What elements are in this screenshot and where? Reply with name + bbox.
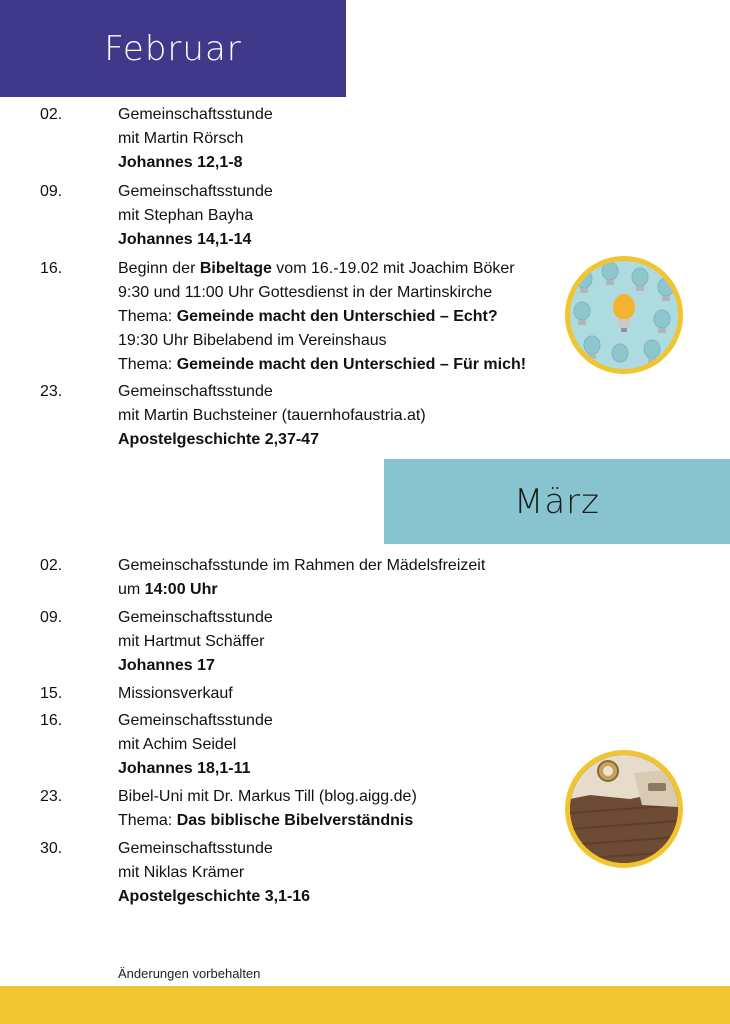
entry-date: 02.: [40, 557, 63, 574]
bible-reference: Johannes 14,1-14: [118, 231, 252, 248]
entry-line: mit Martin Rörsch: [118, 130, 244, 147]
lightbulbs-image: [570, 261, 678, 369]
entry-line: Gemeinschaftsstunde: [118, 383, 273, 400]
entry-line: mit Stephan Bayha: [118, 207, 254, 224]
bibeltage-highlight: Bibeltage: [199, 260, 272, 277]
bible-reference: Johannes 17: [118, 657, 215, 674]
entry-date: 02.: [40, 106, 63, 123]
entry-mar-02: [0, 552, 730, 604]
table-map-photo: [565, 750, 683, 868]
entry-date: 30.: [40, 840, 63, 857]
entry-date: 16.: [40, 260, 63, 277]
lightbulbs-photo: [565, 256, 683, 374]
bible-reference: Johannes 12,1-8: [118, 154, 243, 171]
entry-line: Missionsverkauf: [118, 685, 233, 702]
entry-line: 9:30 und 11:00 Uhr Gottesdienst in der Martinskirche: [118, 284, 493, 301]
entry-line: Bibel-Uni mit Dr. Markus Till (blog.aigg.de): [118, 788, 417, 805]
entry-line: Beginn der Bibeltage vom 16.-19.02 mit Joachim Böker: [118, 260, 515, 277]
entry-theme: Thema: Das biblische Bibelverständnis: [118, 812, 414, 829]
entry-mar-09: [0, 604, 730, 680]
entry-date: 09.: [40, 609, 63, 626]
footer-bar: [0, 986, 730, 1024]
march-title: März: [514, 481, 600, 522]
entry-feb-02: [0, 101, 730, 178]
entry-line: 19:30 Uhr Bibelabend im Vereinshaus: [118, 332, 387, 349]
entry-mar-15: [0, 680, 730, 707]
entry-date: 09.: [40, 183, 63, 200]
bible-reference: Apostelgeschichte 2,37-47: [118, 431, 319, 448]
entry-theme: Thema: Gemeinde macht den Unterschied – Für mich!: [118, 356, 527, 373]
entry-theme: Thema: Gemeinde macht den Unterschied – Echt?: [118, 308, 498, 325]
entry-line: mit Martin Buchsteiner (tauernhofaustria.at): [118, 407, 426, 424]
entry-date: 23.: [40, 788, 63, 805]
table-map-image: [570, 755, 678, 863]
entry-line: mit Hartmut Schäffer: [118, 633, 265, 650]
entry-line: mit Niklas Krämer: [118, 864, 245, 881]
entry-date: 16.: [40, 712, 63, 729]
bible-reference: Johannes 18,1-11: [118, 760, 251, 777]
entry-line: Gemeinschaftsstunde: [118, 712, 273, 729]
entry-date: 15.: [40, 685, 63, 702]
footer-note: Änderungen vorbehalten: [118, 966, 261, 981]
entry-line: Gemeinschafsstunde im Rahmen der Mädelsfreizeit: [118, 557, 486, 574]
entry-line: mit Achim Seidel: [118, 736, 237, 753]
entry-date: 23.: [40, 383, 63, 400]
entry-feb-09: [0, 178, 730, 255]
entry-line: Gemeinschaftsstunde: [118, 609, 273, 626]
february-title: Februar: [104, 28, 242, 69]
entry-line: Gemeinschaftsstunde: [118, 106, 273, 123]
entry-time: um 14:00 Uhr: [118, 581, 218, 598]
march-banner: [384, 459, 730, 544]
entry-line: Gemeinschaftsstunde: [118, 840, 273, 857]
february-banner: [0, 0, 346, 97]
bible-reference: Apostelgeschichte 3,1-16: [118, 888, 311, 905]
entry-feb-23: [0, 378, 730, 455]
entry-line: Gemeinschaftsstunde: [118, 183, 273, 200]
